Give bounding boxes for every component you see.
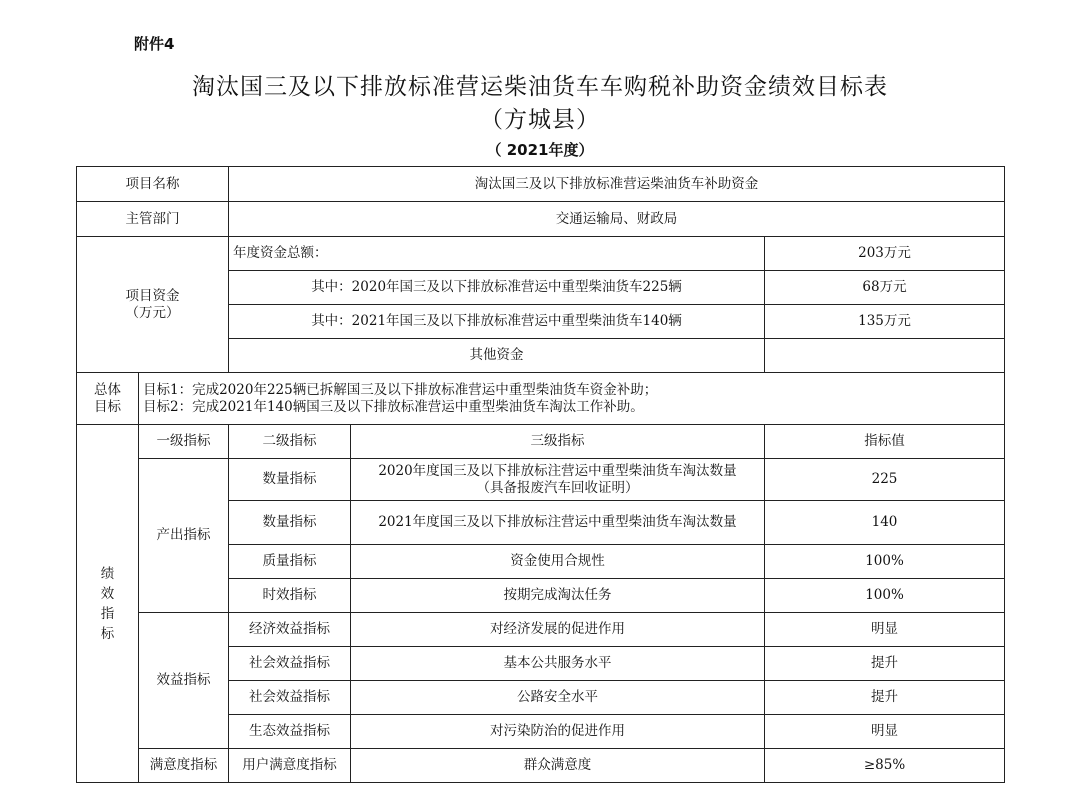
- benefit-indicator-label: 效益指标: [139, 613, 229, 749]
- funds-other-label: 其他资金: [229, 339, 765, 373]
- department-value: 交通运输局、财政局: [229, 202, 1005, 237]
- value-cell: 明显: [765, 715, 1005, 749]
- side-char: 标: [100, 625, 115, 642]
- level2-cell: 社会效益指标: [229, 647, 351, 681]
- level3-cell: 群众满意度: [351, 749, 765, 783]
- level3-cell: 按期完成淘汰任务: [351, 579, 765, 613]
- funds-total-value: 203万元: [765, 237, 1005, 271]
- level3-line1: 2020年度国三及以下排放标注营运中重型柴油货车淘汰数量: [378, 462, 737, 479]
- goal-1: 目标1：完成2020年225辆已拆解国三及以下排放标准营运中重型柴油货车资金补助；: [143, 381, 658, 398]
- header-level2: 二级指标: [229, 425, 351, 459]
- level2-cell: 数量指标: [229, 501, 351, 545]
- table-row: [77, 425, 1005, 459]
- funds-label-line2: （万元）: [125, 304, 180, 321]
- project-name-label: 项目名称: [77, 167, 229, 202]
- funds-item1-label: 其中：2020年国三及以下排放标准营运中重型柴油货车225辆: [229, 271, 765, 305]
- satisfaction-indicator-label: 满意度指标: [139, 749, 229, 783]
- value-cell: 提升: [765, 681, 1005, 715]
- value-cell: 提升: [765, 647, 1005, 681]
- header-level3: 三级指标: [351, 425, 765, 459]
- level3-cell: 对污染防治的促进作用: [351, 715, 765, 749]
- funds-item2-label: 其中：2021年国三及以下排放标准营运中重型柴油货车140辆: [229, 305, 765, 339]
- funds-item2-value: 135万元: [765, 305, 1005, 339]
- goal-2: 目标2：完成2021年140辆国三及以下排放标准营运中重型柴油货车淘汰工作补助。: [143, 398, 644, 415]
- project-name-value: 淘汰国三及以下排放标准营运柴油货车补助资金: [229, 167, 1005, 202]
- level2-cell: 时效指标: [229, 579, 351, 613]
- level2-cell: 数量指标: [229, 459, 351, 501]
- level3-line2: （具备报废汽车回收证明）: [476, 479, 639, 496]
- attachment-label: 附件4: [134, 35, 175, 53]
- level2-cell: 用户满意度指标: [229, 749, 351, 783]
- header-level1: 一级指标: [139, 425, 229, 459]
- table-row: [77, 237, 1005, 271]
- level3-cell: 资金使用合规性: [351, 545, 765, 579]
- side-char: 指: [100, 605, 115, 622]
- goals-label-line1: 总体: [94, 381, 121, 398]
- department-label: 主管部门: [77, 202, 229, 237]
- funds-total-label: 年度资金总额：: [229, 237, 765, 271]
- performance-side-label: [77, 425, 139, 783]
- table-row: [77, 459, 1005, 501]
- output-indicator-label: 产出指标: [139, 459, 229, 613]
- value-cell: 225: [765, 459, 1005, 501]
- level2-cell: 经济效益指标: [229, 613, 351, 647]
- performance-target-table: [76, 166, 1005, 783]
- value-cell: 100%: [765, 545, 1005, 579]
- value-cell: 100%: [765, 579, 1005, 613]
- goals-label-line2: 目标: [94, 398, 121, 415]
- value-cell: 明显: [765, 613, 1005, 647]
- table-row: [77, 373, 1005, 425]
- level3-cell: 2021年度国三及以下排放标注营运中重型柴油货车淘汰数量: [351, 501, 765, 545]
- value-cell: 140: [765, 501, 1005, 545]
- level2-cell: 质量指标: [229, 545, 351, 579]
- table-row: [77, 613, 1005, 647]
- value-cell: ≥85%: [765, 749, 1005, 783]
- side-char: 效: [100, 585, 115, 602]
- side-char: 绩: [100, 565, 115, 582]
- level3-cell: 公路安全水平: [351, 681, 765, 715]
- goals-content: [139, 373, 1005, 425]
- level3-cell: 对经济发展的促进作用: [351, 613, 765, 647]
- level3-cell: [351, 459, 765, 501]
- funds-item1-value: 68万元: [765, 271, 1005, 305]
- year-label: （ 2021年度）: [486, 141, 594, 159]
- document-subtitle: （方城县）: [480, 107, 600, 133]
- funds-label: [77, 237, 229, 373]
- table-row: [77, 749, 1005, 783]
- table-row: [77, 202, 1005, 237]
- level3-cell: 基本公共服务水平: [351, 647, 765, 681]
- level2-cell: 社会效益指标: [229, 681, 351, 715]
- header-value: 指标值: [765, 425, 1005, 459]
- funds-label-line1: 项目资金: [125, 287, 180, 304]
- document-title: 淘汰国三及以下排放标准营运柴油货车车购税补助资金绩效目标表: [192, 74, 888, 100]
- funds-other-value: [765, 339, 1005, 373]
- table-row: [77, 167, 1005, 202]
- goals-label: [77, 373, 139, 425]
- level2-cell: 生态效益指标: [229, 715, 351, 749]
